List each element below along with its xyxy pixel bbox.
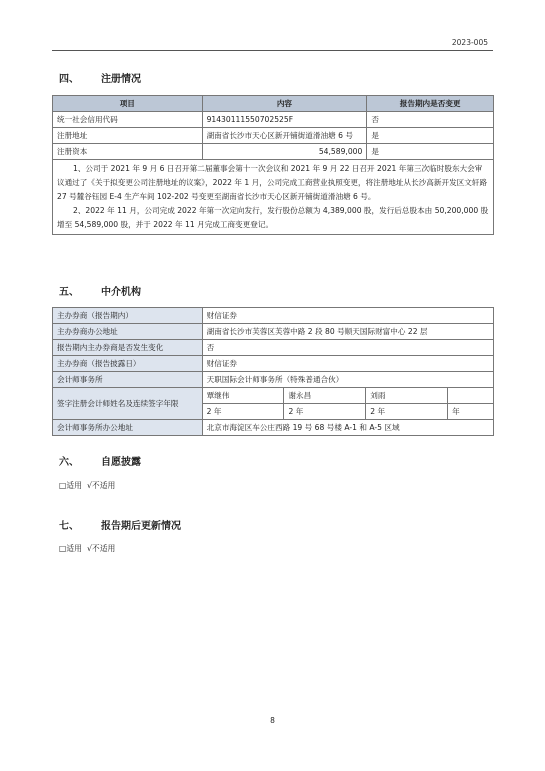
row-value: 54,589,000 — [202, 144, 367, 160]
row-label: 报告期内主办券商是否发生变化 — [53, 340, 203, 356]
row-changed: 是 — [367, 128, 494, 144]
table-row — [53, 340, 494, 356]
row-label: 统一社会信用代码 — [53, 112, 203, 128]
note-paragraph-2: 2、2022 年 11 月，公司完成 2022 年第一次定向发行，发行股份总额为 4,389,000 股，发行后总股本由 50,200,000 股增至 54,589,000 股，并于 2022 年 11 月完成工商变更登记。 — [57, 206, 489, 229]
section-7-title: 报告期后更新情况 — [101, 521, 181, 532]
section-6-options — [59, 480, 115, 491]
row-label: 注册资本 — [53, 144, 203, 160]
document-code: 2023-005 — [451, 38, 488, 47]
section-7-options — [59, 543, 115, 554]
registration-notes — [53, 160, 494, 235]
section-5-title: 中介机构 — [101, 287, 141, 298]
row-label: 会计师事务所办公地址 — [53, 420, 203, 436]
section-7-number: 七、 — [59, 521, 79, 532]
signer-name: 刘雨 — [366, 388, 448, 404]
table-row — [53, 356, 494, 372]
signer-years: 2 年 — [366, 404, 448, 420]
table-row — [53, 324, 494, 340]
signer-name: 覃继伟 — [202, 388, 284, 404]
option-applicable: □适用 — [59, 544, 82, 553]
column-header: 报告期内是否变更 — [367, 96, 494, 112]
page-number: 8 — [270, 716, 275, 725]
option-applicable: □适用 — [59, 481, 82, 490]
section-5-number: 五、 — [59, 287, 79, 298]
section-6-number: 六、 — [59, 457, 79, 468]
option-not-applicable: √不适用 — [86, 481, 116, 490]
row-value: 否 — [202, 340, 493, 356]
row-label: 注册地址 — [53, 128, 203, 144]
row-changed: 是 — [367, 144, 494, 160]
signers-label: 签字注册会计师姓名及连续签字年限 — [53, 388, 203, 420]
table-note-row — [53, 160, 494, 235]
row-value: 财信证券 — [202, 308, 493, 324]
signer-years: 2 年 — [202, 404, 284, 420]
table-row — [53, 112, 494, 128]
row-value: 湖南省长沙市芙蓉区芙蓉中路 2 段 80 号顺天国际财富中心 22 层 — [202, 324, 493, 340]
row-value: 天职国际会计师事务所（特殊普通合伙） — [202, 372, 493, 388]
note-paragraph-1: 1、公司于 2021 年 9 月 6 日召开第二届董事会第十一次会议和 2021 年 9 月 22 日召开 2021 年第三次临时股东大会审议通过了《关于拟变更公司注册地址的议案》，2022 年 1 月，公司完成工商营业执照变更，将注册地址从长沙高新开发区文轩路 27 号麓谷钰园 E-4 生产车间 102-202 号变更至湖南省长沙市天心区新开铺街道滑油塘 6 号。 — [57, 164, 488, 201]
row-value: 北京市海淀区车公庄西路 19 号 68 号楼 A-1 和 A-5 区域 — [202, 420, 493, 436]
row-label: 主办券商（报告期内） — [53, 308, 203, 324]
signer-name-empty — [448, 388, 494, 404]
table-row — [53, 128, 494, 144]
signer-years: 2 年 — [284, 404, 366, 420]
table-row — [53, 388, 494, 404]
section-4-title: 注册情况 — [101, 74, 141, 85]
section-6-title: 自愿披露 — [101, 457, 141, 468]
section-4-number: 四、 — [59, 74, 79, 85]
table-row — [53, 372, 494, 388]
row-label: 会计师事务所 — [53, 372, 203, 388]
column-header: 项目 — [53, 96, 203, 112]
column-header: 内容 — [202, 96, 367, 112]
table-row — [53, 420, 494, 436]
signer-name: 谢永昌 — [284, 388, 366, 404]
signer-years-unit: 年 — [448, 404, 494, 420]
table-header-row — [53, 96, 494, 112]
row-value: 财信证券 — [202, 356, 493, 372]
table-row — [53, 308, 494, 324]
section-4-heading — [59, 70, 141, 85]
row-label: 主办券商（报告披露日） — [53, 356, 203, 372]
row-label: 主办券商办公地址 — [53, 324, 203, 340]
row-changed: 否 — [367, 112, 494, 128]
table-row — [53, 144, 494, 160]
intermediary-table — [52, 307, 494, 436]
registration-table — [52, 95, 494, 235]
header-divider — [52, 50, 493, 51]
section-6-heading — [59, 453, 141, 468]
option-not-applicable: √不适用 — [86, 544, 116, 553]
row-value: 91430111550702525F — [202, 112, 367, 128]
row-value: 湖南省长沙市天心区新开铺街道滑油塘 6 号 — [202, 128, 367, 144]
section-5-heading — [59, 283, 141, 298]
section-7-heading — [59, 517, 181, 532]
